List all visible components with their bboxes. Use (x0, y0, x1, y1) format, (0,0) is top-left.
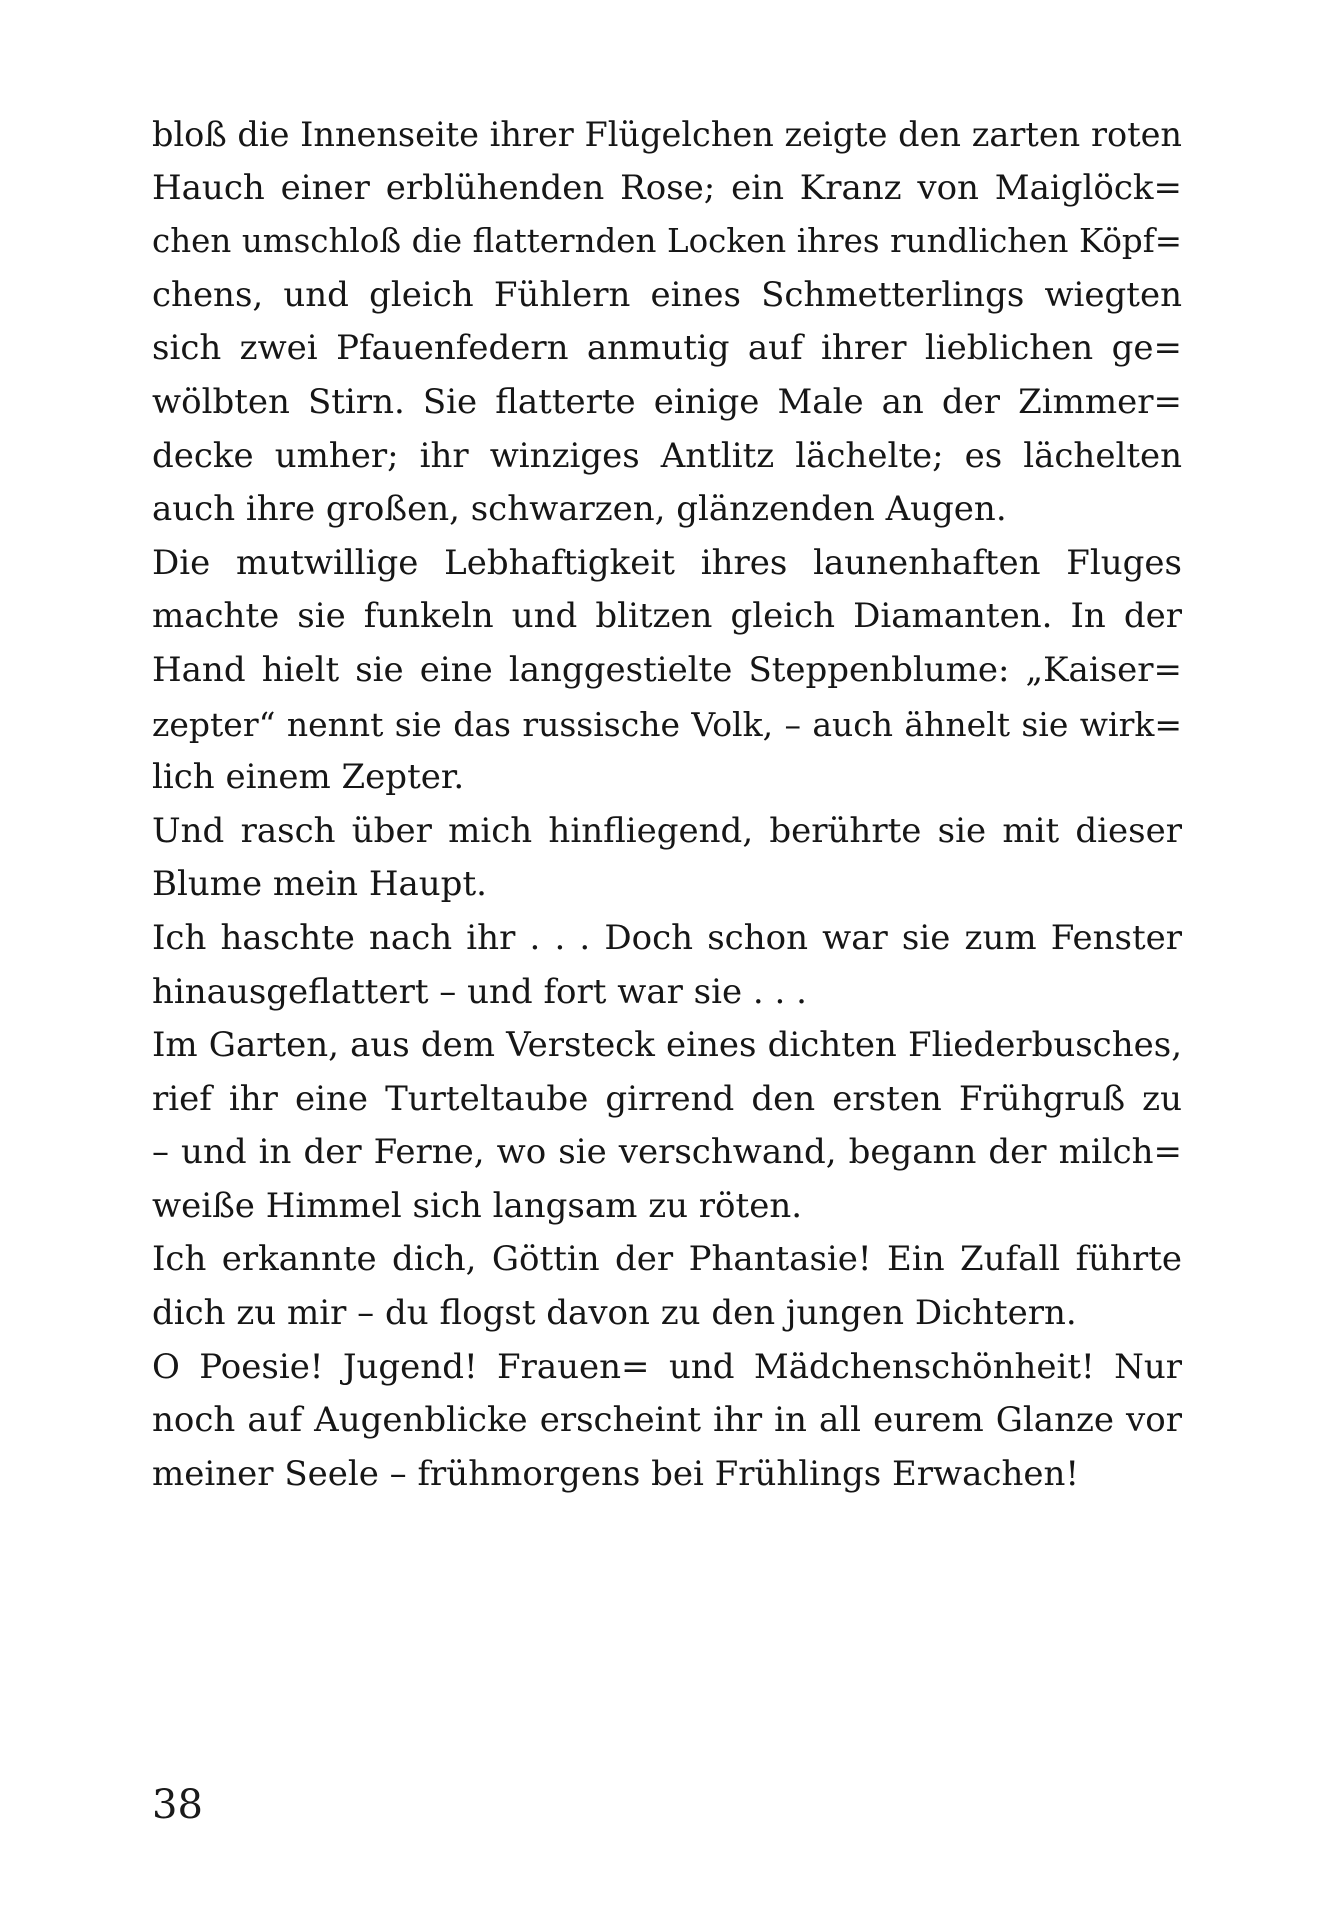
text-line: O Poesie! Jugend! Frauen= und Mädchenschönheit! Nur (152, 1346, 1182, 1387)
text-line: dich zu mir – du flogst davon zu den jungen Dichtern. (152, 1293, 1077, 1334)
text-line: wölbten Stirn. Sie flatterte einige Male an der Zimmer= (152, 381, 1182, 422)
text-line: sich zwei Pfauenfedern anmutig auf ihrer lieblichen ge= (152, 328, 1182, 369)
text-line: rief ihr eine Turteltaube girrend den ersten Frühgruß zu (152, 1078, 1182, 1119)
text-line: zepter“ nennt sie das russische Volk, – auch ähnelt sie wirk= (152, 704, 1182, 744)
text-line: Und rasch über mich hinfliegend, berührte sie mit dieser (152, 810, 1182, 851)
text-line: chens, und gleich Fühlern eines Schmetterlings wiegten (152, 274, 1182, 315)
text-line: chen umschloß die flatternden Locken ihres rundlichen Köpf= (152, 222, 1182, 261)
text-line: auch ihre großen, schwarzen, glänzenden Augen. (152, 489, 1007, 530)
text-line: Hauch einer erblühenden Rose; ein Kranz von Maiglöck= (152, 167, 1182, 208)
text-line: weiße Himmel sich langsam zu röten. (152, 1185, 803, 1226)
text-line: Die mutwillige Lebhaftigkeit ihres launenhaften Fluges (152, 542, 1182, 583)
text-line: – und in der Ferne, wo sie verschwand, begann der milch= (152, 1132, 1182, 1173)
text-line: Im Garten, aus dem Versteck eines dichten Fliederbusches, (152, 1025, 1182, 1066)
body-text (152, 108, 1182, 1501)
text-line: machte sie funkeln und blitzen gleich Diamanten. In der (152, 596, 1182, 637)
text-line: Ich haschte nach ihr . . . Doch schon war sie zum Fenster (152, 917, 1182, 958)
text-line: Hand hielt sie eine langgestielte Steppenblume: „Kaiser= (152, 649, 1182, 690)
text-line: decke umher; ihr winziges Antlitz lächelte; es lächelten (152, 435, 1182, 476)
page-number: 38 (152, 1782, 203, 1828)
text-line: meiner Seele – frühmorgens bei Frühlings Erwachen! (152, 1453, 1080, 1494)
text-line: noch auf Augenblicke erscheint ihr in all eurem Glanze vor (152, 1400, 1182, 1441)
text-line: lich einem Zepter. (152, 757, 465, 798)
text-line: bloß die Innenseite ihrer Flügelchen zeigte den zarten roten (152, 115, 1182, 154)
text-line: hinausgeflattert – und fort war sie . . . (152, 971, 807, 1012)
text-line: Ich erkannte dich, Göttin der Phantasie! Ein Zufall führte (152, 1239, 1182, 1280)
text-line: Blume mein Haupt. (152, 864, 487, 905)
